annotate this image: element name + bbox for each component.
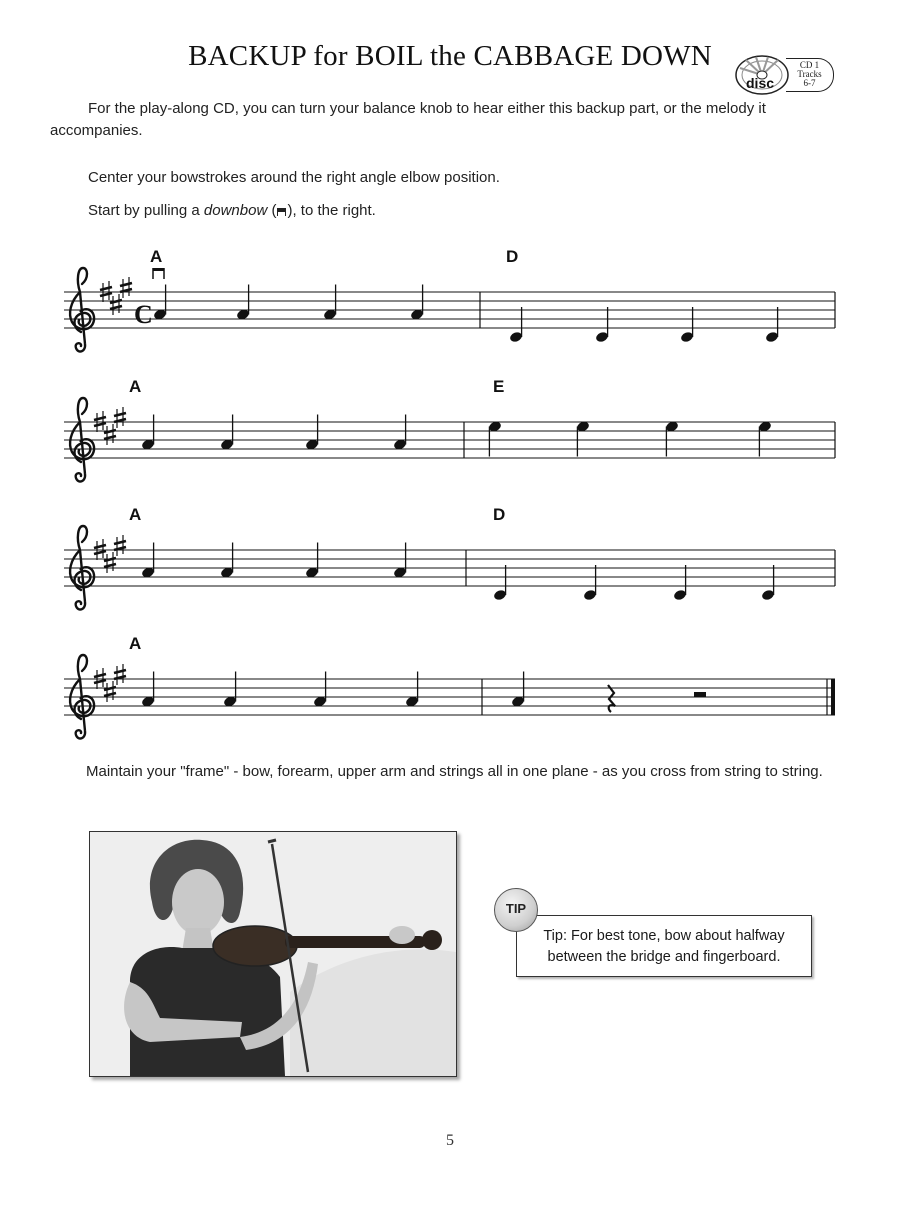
tip-text-line: between the bridge and fingerboard. [547,949,781,965]
quarter-rest-icon [608,685,615,712]
music-system-3 [64,505,835,609]
tip-badge-icon: TIP [494,888,538,932]
note-head [583,565,597,601]
center-paragraph: Center your bowstrokes around the right angle elbow position. [88,169,500,186]
note-head [595,307,609,343]
note-head [673,565,687,601]
downbow-mark-icon [153,268,164,271]
note-head [153,285,167,321]
page-number: 5 [446,1132,454,1149]
note-head [220,415,234,451]
chord-symbol: A [150,247,163,266]
note-head [509,307,523,343]
note-head [313,672,327,708]
note-head [761,565,775,601]
note-head [410,285,424,321]
sharp-icon [114,535,126,556]
note-head [393,415,407,451]
note-head [141,672,155,708]
music-system-2 [64,377,835,481]
note-head [665,420,679,456]
sharp-icon [110,294,122,315]
sharp-icon [114,664,126,685]
note-head [511,672,525,708]
note-head [141,415,155,451]
note-head [488,420,502,456]
start-paragraph: Start by pulling a downbow ( ), to the right. [88,202,376,219]
sharp-icon [114,407,126,428]
cd-disc-text: disc [746,75,775,91]
note-head [220,543,234,579]
chord-symbol: D [506,247,519,266]
chord-symbol: D [493,505,506,524]
tip-box [516,915,812,977]
sharp-icon [120,277,132,298]
music-system-4 [64,634,835,738]
sharp-icon [104,424,116,445]
chord-symbol: E [493,377,505,396]
violinist-photo [89,831,457,1077]
sharp-icon [104,552,116,573]
page-title: BACKUP for BOIL the CABBAGE DOWN [188,40,712,72]
sharp-icon [104,681,116,702]
note-head [223,672,237,708]
note-head [680,307,694,343]
music-system-1 [64,247,835,351]
note-head [141,543,155,579]
chord-symbol: A [129,377,142,396]
note-head [765,307,779,343]
chord-symbol: A [129,505,142,524]
note-head [576,420,590,456]
note-head [405,672,419,708]
time-signature: C [134,300,153,329]
violinist-illustration [90,832,456,1076]
tip-text-line: Tip: For best tone, bow about halfway [543,928,785,944]
note-head [305,415,319,451]
cd-track-label: CD 1 Tracks 6-7 [786,58,834,92]
note-head [323,285,337,321]
note-head [305,543,319,579]
note-head [493,565,507,601]
note-head [393,543,407,579]
frame-paragraph: Maintain your "frame" - bow, forearm, upper arm and strings all in one plane - as you cross from string to string. [86,763,823,780]
note-head [236,285,250,321]
half-rest-icon [694,692,706,697]
intro-paragraph: For the play-along CD, you can turn your balance knob to hear either this backup part, or the melody it accompanies. [50,100,766,139]
note-head [758,420,772,456]
chord-symbol: A [129,634,142,653]
